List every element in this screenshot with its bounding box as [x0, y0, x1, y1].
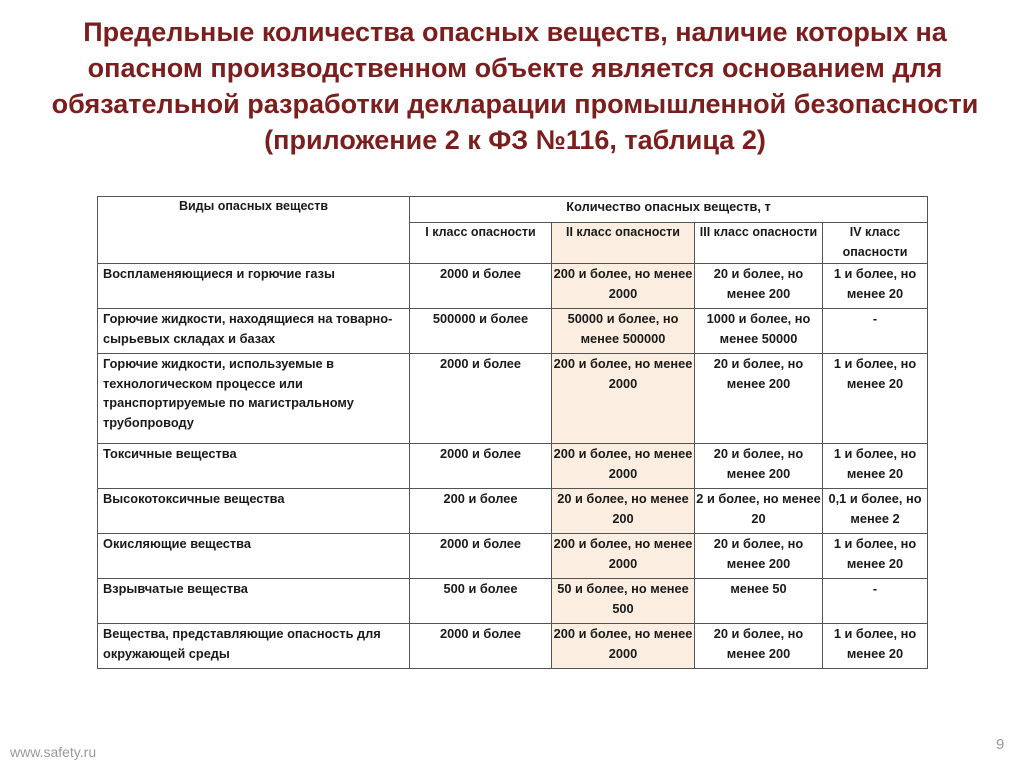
table-row — [98, 309, 928, 354]
class-3-cell: 20 и более, но менее 200 — [695, 264, 823, 309]
substance-type-cell: Воспламеняющиеся и горючие газы — [98, 264, 410, 309]
class-2-cell: 200 и более, но менее 2000 — [552, 354, 695, 444]
column-header-class-2: II класс опасности — [552, 223, 695, 264]
class-3-cell: менее 50 — [695, 579, 823, 624]
footer-website-link[interactable]: www.safety.ru — [10, 744, 97, 760]
class-2-cell: 50 и более, но менее 500 — [552, 579, 695, 624]
column-header-class-1: I класс опасности — [410, 223, 552, 264]
table-row — [98, 444, 928, 489]
class-4-cell: 1 и более, но менее 20 — [823, 264, 928, 309]
hazardous-substances-table — [97, 196, 928, 669]
class-4-cell: 1 и более, но менее 20 — [823, 624, 928, 669]
class-1-cell: 200 и более — [410, 489, 552, 534]
class-1-cell: 2000 и более — [410, 624, 552, 669]
column-header-substance-types: Виды опасных веществ — [98, 197, 410, 264]
class-1-cell: 2000 и более — [410, 444, 552, 489]
table-row — [98, 489, 928, 534]
class-3-cell: 20 и более, но менее 200 — [695, 354, 823, 444]
substance-type-cell: Горючие жидкости, используемые в технологическом процессе или транспортируемые по магистральному трубопроводу — [98, 354, 410, 444]
substance-type-cell: Вещества, представляющие опасность для окружающей среды — [98, 624, 410, 669]
table-row — [98, 534, 928, 579]
column-group-header-quantity: Количество опасных веществ, т — [410, 197, 928, 223]
table-row — [98, 579, 928, 624]
class-3-cell: 20 и более, но менее 200 — [695, 534, 823, 579]
class-2-cell: 200 и более, но менее 2000 — [552, 534, 695, 579]
substance-type-cell: Токсичные вещества — [98, 444, 410, 489]
class-4-cell: 1 и более, но менее 20 — [823, 444, 928, 489]
column-header-class-3: III класс опасности — [695, 223, 823, 264]
substance-type-cell: Высокотоксичные вещества — [98, 489, 410, 534]
table-row — [98, 264, 928, 309]
table-header-row-1 — [98, 197, 928, 223]
class-1-cell: 500000 и более — [410, 309, 552, 354]
column-header-class-4: IV класс опасности — [823, 223, 928, 264]
class-1-cell: 2000 и более — [410, 264, 552, 309]
substance-type-cell: Окисляющие вещества — [98, 534, 410, 579]
class-1-cell: 2000 и более — [410, 534, 552, 579]
table-row — [98, 624, 928, 669]
class-4-cell: - — [823, 309, 928, 354]
class-4-cell: 1 и более, но менее 20 — [823, 354, 928, 444]
class-4-cell: - — [823, 579, 928, 624]
class-2-cell: 50000 и более, но менее 500000 — [552, 309, 695, 354]
table-row — [98, 354, 928, 444]
class-3-cell: 2 и более, но менее 20 — [695, 489, 823, 534]
class-2-cell: 200 и более, но менее 2000 — [552, 624, 695, 669]
substance-type-cell: Горючие жидкости, находящиеся на товарно-сырьевых складах и базах — [98, 309, 410, 354]
slide-title: Предельные количества опасных веществ, наличие которых на опасном производственном объекте является основанием для обязательной разработки декларации промышленной безопасности (приложение 2 к ФЗ №116, таблица 2) — [51, 17, 979, 155]
class-2-cell: 200 и более, но менее 2000 — [552, 444, 695, 489]
class-3-cell: 20 и более, но менее 200 — [695, 444, 823, 489]
class-1-cell: 500 и более — [410, 579, 552, 624]
class-4-cell: 1 и более, но менее 20 — [823, 534, 928, 579]
class-3-cell: 1000 и более, но менее 50000 — [695, 309, 823, 354]
class-2-cell: 20 и более, но менее 200 — [552, 489, 695, 534]
class-3-cell: 20 и более, но менее 200 — [695, 624, 823, 669]
class-4-cell: 0,1 и более, но менее 2 — [823, 489, 928, 534]
class-2-cell: 200 и более, но менее 2000 — [552, 264, 695, 309]
substance-type-cell: Взрывчатые вещества — [98, 579, 410, 624]
class-1-cell: 2000 и более — [410, 354, 552, 444]
page-number: 9 — [996, 736, 1005, 753]
